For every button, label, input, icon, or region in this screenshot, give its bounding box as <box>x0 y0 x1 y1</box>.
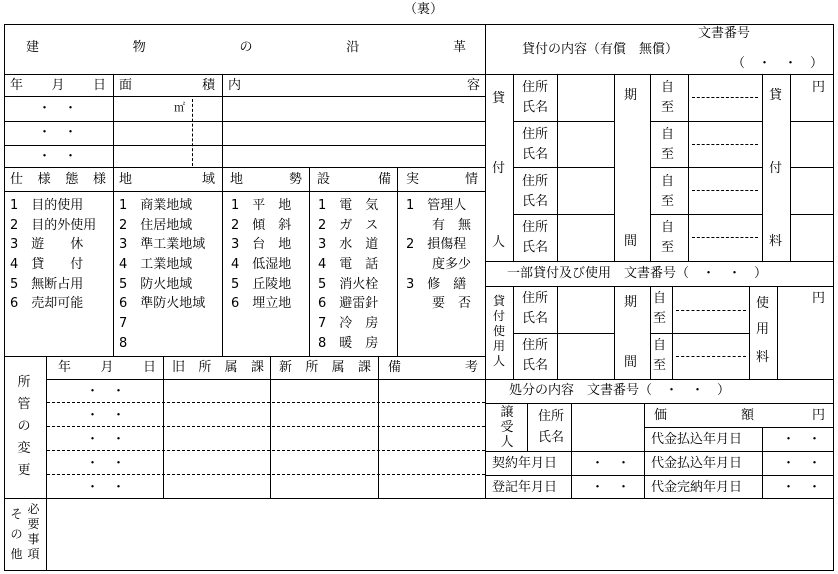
lease-addr-2: 住所 <box>522 127 549 142</box>
frame-top <box>4 24 834 25</box>
lease-name-4: 氏名 <box>522 240 549 255</box>
lease-to-4: 至 <box>661 240 675 255</box>
lease-side-3: 人 <box>492 235 506 250</box>
lease-to-3: 至 <box>661 194 675 209</box>
payment-done-label: 代金完納年月日 <box>651 480 743 495</box>
transferee-label: 譲 受 人 <box>500 405 514 450</box>
partial-title: 一部貸付及び使用 文書番号（ ・ ・ ） <box>507 266 768 281</box>
region-list: 1 商業地域 2 住居地域 3 準工業地域 4 工業地域 5 防火地域 6 準防火地域 7 8 <box>119 198 206 351</box>
frame-bottom <box>4 570 834 571</box>
payment-done-date: ・ ・ <box>782 480 822 495</box>
spec-region-header: 地 域 <box>119 172 215 187</box>
lease-addr-1: 住所 <box>522 80 549 95</box>
partial-yen: 円 <box>812 291 826 306</box>
lease-addr-3: 住所 <box>522 174 549 189</box>
partial-name-1: 氏名 <box>522 311 549 326</box>
lease-fee-1: 貸 <box>769 88 783 103</box>
lease-fee-2: 付 <box>769 161 783 176</box>
lease-doc-date: （ ・ ・ ） <box>732 56 824 71</box>
partial-from-1: 自 <box>653 291 667 306</box>
partial-fee-1: 使 <box>756 296 770 311</box>
history-date-2: ・ ・ <box>38 125 78 140</box>
lease-title: 貸付の内容（有償 無償） <box>522 42 679 57</box>
partial-period-2: 間 <box>624 355 638 370</box>
lease-side-2: 付 <box>492 161 506 176</box>
partial-to-2: 至 <box>653 358 667 373</box>
page-header: （裏） <box>404 2 444 17</box>
lease-name-3: 氏名 <box>522 194 549 209</box>
change-date-1: ・ ・ <box>86 384 126 399</box>
lease-addr-4: 住所 <box>522 220 549 235</box>
required-label: 必 要 事 項 <box>27 502 40 561</box>
payment-in-label: 代金払込年月日 <box>651 432 743 447</box>
lease-period-2: 間 <box>624 234 638 249</box>
price-yen: 円 <box>812 408 826 423</box>
price-label: 価 額 <box>654 408 754 423</box>
spec-usage-header: 仕 様 態 様 <box>10 172 106 187</box>
facility-list: 1 電 気 2 ガ ス 3 水 道 4 電 話 5 消火栓 6 避雷針 7 冷 房 8 暖 房 <box>318 198 379 351</box>
lease-from-3: 自 <box>661 174 675 189</box>
payment-in-date: ・ ・ <box>782 432 822 447</box>
lease-side-1: 貸 <box>492 91 506 106</box>
change-date-2: ・ ・ <box>86 408 126 423</box>
partial-to-1: 至 <box>653 311 667 326</box>
lease-name-1: 氏名 <box>522 100 549 115</box>
change-old-header: 旧 所 属 課 <box>172 360 264 375</box>
actual-list: 1 管理人 有 無 2 損傷程 度多少 3 修 繕 要 否 <box>406 198 472 312</box>
partial-addr-1: 住所 <box>522 291 549 306</box>
partial-fee-3: 料 <box>756 350 770 365</box>
history-date-3: ・ ・ <box>38 149 78 164</box>
disposal-title: 処分の内容 文書番号（ ・ ・ ） <box>509 383 731 398</box>
payment-in2-label: 代金払込年月日 <box>651 456 743 471</box>
frame-left <box>4 24 5 571</box>
change-date-header: 年 月 日 <box>58 360 156 375</box>
spec-facility-header: 設 備 <box>317 172 391 187</box>
lease-to-1: 至 <box>661 100 675 115</box>
lease-period-1: 期 <box>624 88 638 103</box>
history-date-1: ・ ・ <box>38 101 78 116</box>
spec-terrain-header: 地 勢 <box>230 172 302 187</box>
partial-fee-2: 用 <box>756 322 770 337</box>
lease-yen: 円 <box>812 80 826 95</box>
history-title: 建 物 の 沿 革 <box>26 40 466 55</box>
registration-date: ・ ・ <box>591 480 631 495</box>
lease-to-2: 至 <box>661 147 675 162</box>
payment-in2-date: ・ ・ <box>782 456 822 471</box>
partial-period-1: 期 <box>624 295 638 310</box>
col-content-header: 内 容 <box>228 78 480 93</box>
change-date-3: ・ ・ <box>86 432 126 447</box>
registration-label: 登記年月日 <box>492 480 558 495</box>
terrain-list: 1 平 地 2 傾 斜 3 台 地 4 低湿地 5 丘陵地 6 埋立地 <box>231 198 292 312</box>
change-label: 所 管 の 変 更 <box>17 375 31 478</box>
frame-right <box>833 24 834 571</box>
lease-name-2: 氏名 <box>522 147 549 162</box>
change-note-header: 備 考 <box>388 360 478 375</box>
disposal-name: 氏名 <box>538 430 565 445</box>
change-date-5: ・ ・ <box>86 480 126 495</box>
col-date-header: 年 月 日 <box>10 78 106 93</box>
partial-name-2: 氏名 <box>522 358 549 373</box>
partial-addr-2: 住所 <box>522 338 549 353</box>
change-date-4: ・ ・ <box>86 456 126 471</box>
lease-from-4: 自 <box>661 220 675 235</box>
usage-list: 1 目的使用 2 目的外使用 3 遊 休 4 貸 付 5 無断占用 6 売却可能 <box>10 198 97 312</box>
partial-from-2: 自 <box>653 338 667 353</box>
contract-label: 契約年月日 <box>492 456 558 471</box>
lease-from-2: 自 <box>661 127 675 142</box>
disposal-addr: 住所 <box>538 409 565 424</box>
lease-doc-label: 文書番号 <box>698 26 751 41</box>
lease-fee-3: 料 <box>769 234 783 249</box>
col-area-header: 面 積 <box>119 78 215 93</box>
partial-side-label: 貸 付 使 用 人 <box>492 294 505 368</box>
change-new-header: 新 所 属 課 <box>279 360 371 375</box>
other-label: そ の 他 <box>10 507 23 561</box>
spec-actual-header: 実 情 <box>406 172 478 187</box>
contract-date: ・ ・ <box>591 456 631 471</box>
lease-from-1: 自 <box>661 80 675 95</box>
area-unit: ㎡ <box>174 101 185 114</box>
